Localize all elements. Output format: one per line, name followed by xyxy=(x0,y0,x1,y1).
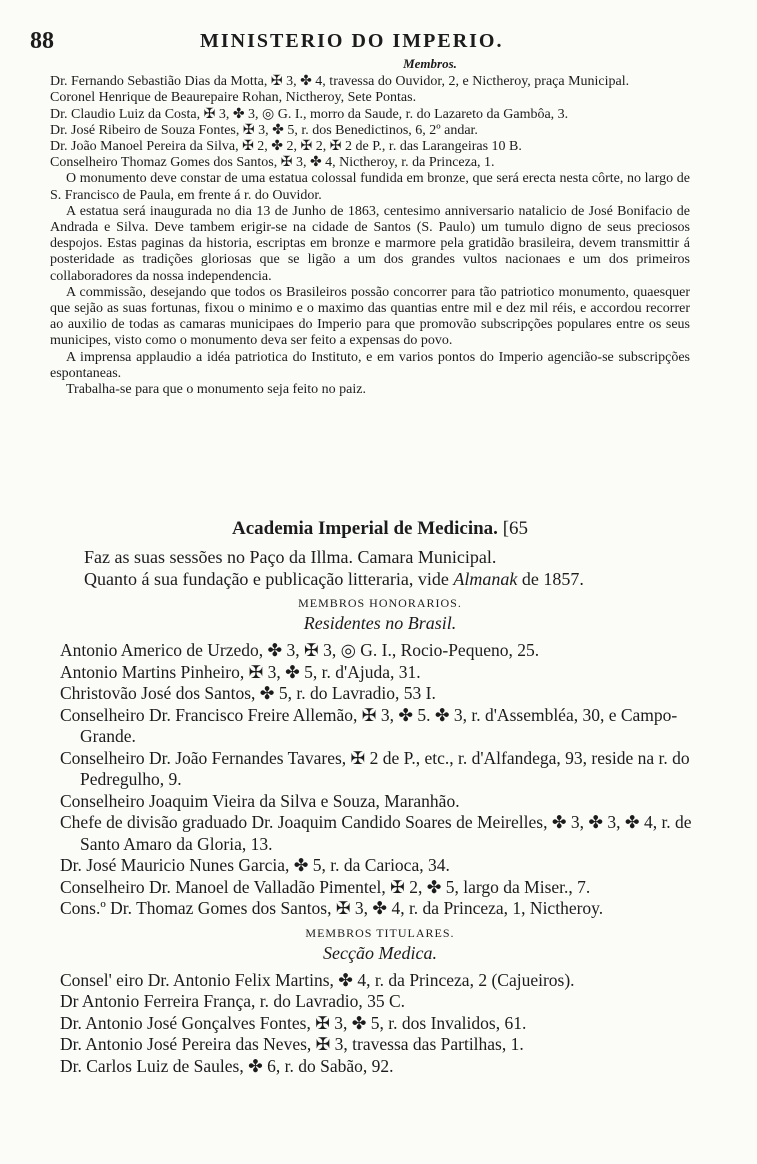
intro-line: Faz as suas sessões no Paço da Illma. Camara Municipal. xyxy=(84,547,497,567)
member-entry: Dr. Carlos Luiz de Saules, ✤ 6, r. do Sabão, 92. xyxy=(60,1055,394,1076)
member-entry: Antonio Americo de Urzedo, ✤ 3, ✠ 3, ◎ G. I., Rocio-Pequeno, 25. xyxy=(60,640,540,660)
member-entry: Conselheiro Dr. João Fernandes Tavares, ✠ 2 de P., etc., r. d'Alfandega, 93, reside na r. do Pedregulho, 9. xyxy=(60,747,690,789)
members-subtitle: Membros. xyxy=(403,56,457,71)
paragraph: Trabalha-se para que o monumento seja feito no paiz. xyxy=(66,382,367,398)
intro-suffix: de 1857. xyxy=(521,569,584,589)
intro-prefix: Quanto á sua fundação e publicação litteraria, vide xyxy=(84,569,449,589)
member-entry: Dr. Fernando Sebastião Dias da Motta, ✠ 3, ✤ 4, travessa do Ouvidor, 2, e Nictheroy, praça Municipal. xyxy=(50,74,630,90)
member-entry: Chefe de divisão graduado Dr. Joaquim Candido Soares de Meirelles, ✤ 3, ✤ 3, ✤ 4, r. de Santo Amaro da Gloria, 13. xyxy=(60,812,692,854)
almanak-ref: Almanak xyxy=(453,569,518,589)
member-entry: Dr Antonio Ferreira França, r. do Lavradio, 35 C. xyxy=(60,991,406,1011)
member-entry: Dr. José Mauricio Nunes Garcia, ✤ 5, r. da Carioca, 34. xyxy=(60,855,450,875)
honorarios-heading: MEMBROS HONORARIOS. xyxy=(298,596,462,610)
seccao-heading: Secção Medica. xyxy=(323,942,437,963)
member-entry: Conselheiro Dr. Manoel de Valladão Pimentel, ✠ 2, ✤ 5, largo da Miser., 7. xyxy=(60,876,591,897)
member-entry: Christovão José dos Santos, ✤ 5, r. do Lavradio, 53 I. xyxy=(60,683,436,703)
academia-section xyxy=(60,518,700,1077)
titulares-heading: MEMBROS TITULARES. xyxy=(305,925,455,940)
member-entry: Coronel Henrique de Beaurepaire Rohan, Nictheroy, Sete Pontas. xyxy=(50,90,417,106)
residentes-heading: Residentes no Brasil. xyxy=(303,613,457,633)
page-number: 88 xyxy=(30,28,54,54)
member-entry: Antonio Martins Pinheiro, ✠ 3, ✤ 5, r. d'Ajuda, 31. xyxy=(60,661,421,682)
paragraph: A commissão, desejando que todos os Brasileiros possão concorrer para tão patriotico monumento, quaesquer que sejão as suas fortunas, fixou o minimo e o maximo das quantias entre mil e dez mil réis, e accordou recorrer ao auxilio de todas as camaras municipaes do Imperio para que promovão subscripções populares entre os seus municipes, visto como o monumento deva ser feito a expensas do povo. xyxy=(50,284,690,349)
member-entry: Dr. João Manoel Pereira da Silva, ✠ 2, ✤ 2, ✠ 2, ✠ 2 de P., r. das Larangeiras 10 B. xyxy=(50,139,522,155)
member-entry: Conselheiro Joaquim Vieira da Silva e Souza, Maranhão. xyxy=(60,790,460,811)
member-entry: Dr. Antonio José Pereira das Neves, ✠ 3, travessa das Partilhas, 1. xyxy=(60,1034,524,1054)
member-entry: Dr. Antonio José Gonçalves Fontes, ✠ 3, ✤ 5, r. dos Invalidos, 61. xyxy=(60,1012,527,1033)
section-number: [65 xyxy=(502,518,529,539)
monument-section xyxy=(50,56,690,398)
paragraph: A imprensa applaudio a idéa patriotica do Instituto, e em varios pontos do Imperio agencião-se subscripções espontaneas. xyxy=(50,349,690,381)
member-entry: Consel' eiro Dr. Antonio Felix Martins, ✤ 4, r. da Princeza, 2 (Cajueiros). xyxy=(60,969,575,990)
member-entry: Cons.º Dr. Thomaz Gomes dos Santos, ✠ 3, ✤ 4, r. da Princeza, 1, Nictheroy. xyxy=(60,898,604,918)
paragraph: O monumento deve constar de uma estatua colossal fundida em bronze, que será erecta nesta côrte, no largo de S. Francisco de Paula, em frente á r. do Ouvidor. xyxy=(50,171,690,203)
academia-title: Academia Imperial de Medicina. xyxy=(231,518,498,539)
running-title: MINISTERIO DO IMPERIO. xyxy=(200,30,504,52)
member-entry: Conselheiro Thomaz Gomes dos Santos, ✠ 3, ✤ 4, Nictheroy, r. da Princeza, 1. xyxy=(50,155,495,171)
member-entry: Dr. Claudio Luiz da Costa, ✠ 3, ✤ 3, ◎ G. I., morro da Saude, r. do Lazareto da Gambôa, 3. xyxy=(50,106,569,122)
page-header xyxy=(30,24,730,54)
intro-line xyxy=(60,568,700,590)
member-entry: Conselheiro Dr. Francisco Freire Allemão, ✠ 3, ✤ 5. ✤ 3, r. d'Assembléa, 30, e Campo-Grande. xyxy=(60,704,678,746)
member-entry: Dr. José Ribeiro de Souza Fontes, ✠ 3, ✤ 5, r. dos Benedictinos, 6, 2º andar. xyxy=(50,122,478,138)
section-title xyxy=(60,518,700,540)
paragraph: A estatua será inaugurada no dia 13 de Junho de 1863, centesimo anniversario natalicio de José Bonifacio de Andrada e Silva. Deve tambem erigir-se na cidade de Santos (S. Paulo) um tumulo digno de seus preciosos despojos. Estas paginas da historia, escriptas em bronze e marmore pela gratidão brasileira, devem transmittir á posteridade as tradições gloriosas que se ligão a um dos grandes vultos nacionaes e um dos primeiros collaboradores da nossa independencia. xyxy=(50,203,690,284)
